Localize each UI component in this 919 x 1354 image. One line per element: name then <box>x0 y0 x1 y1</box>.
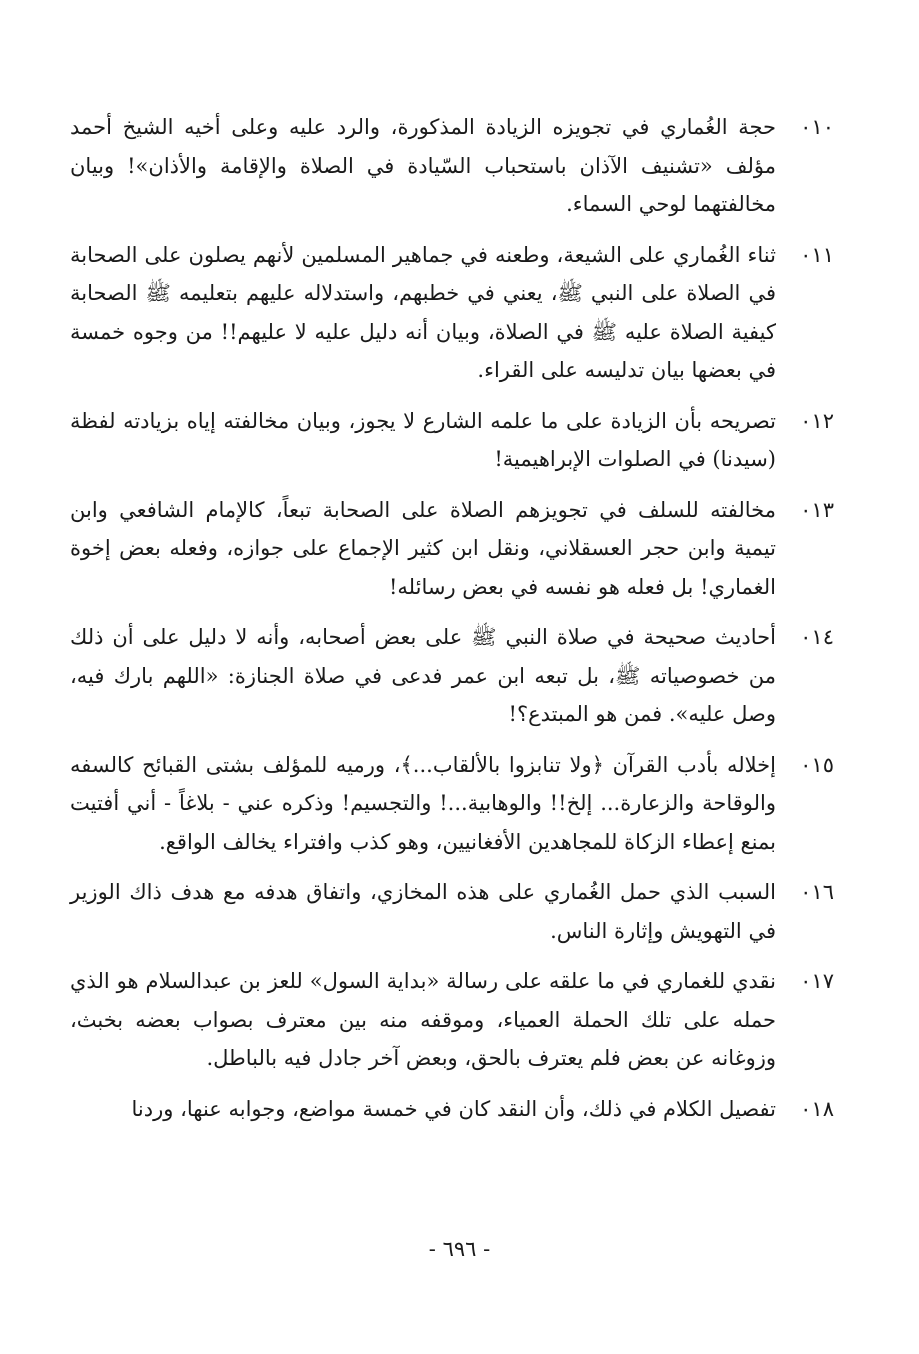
list-item <box>70 491 834 607</box>
list-item <box>70 962 834 1078</box>
list-item <box>70 746 834 862</box>
item-text: ثناء الغُماري على الشيعة، وطعنه في جماهير المسلمين لأنهم يصلون على الصحابة في الصلاة على النبي ﷺ، يعني في خطبهم، واستدلاله عليهم بتعليمه ﷺ الصحابة كيفية الصلاة عليه ﷺ في الصلاة، وبيان أنه دليل عليه لا عليهم!! من وجوه خمسة في بعضها بيان تدليسه على القراء. <box>70 242 776 382</box>
list-item <box>70 108 834 224</box>
item-text: حجة الغُماري في تجويزه الزيادة المذكورة، والرد عليه وعلى أخيه الشيخ أحمد مؤلف «تشنيف الآذان باستحباب السّيادة في الصلاة والإقامة والأذان»! وبيان مخالفتهما لوحي السماء. <box>70 115 776 216</box>
item-number: ٠١٠ <box>800 115 834 139</box>
list-item <box>70 236 834 390</box>
item-number: ٠١٥ <box>800 752 834 777</box>
item-text: تفصيل الكلام في ذلك، وأن النقد كان في خمسة مواضع، وجوابه عنها، وردنا <box>131 1096 776 1121</box>
list-item <box>70 402 834 479</box>
item-text: تصريحه بأن الزيادة على ما علمه الشارع لا يجوز، وبيان مخالفته إياه بزيادته لفظة (سيدنا) في الصلوات الإبراهيمية! <box>70 408 776 471</box>
item-number: ٠١٢ <box>800 408 834 433</box>
item-number: ٠١٦ <box>800 880 834 904</box>
numbered-list <box>70 108 834 1140</box>
item-number: ٠١٧ <box>800 969 834 993</box>
item-text: السبب الذي حمل الغُماري على هذه المخازي، واتفاق هدفه مع هدف ذاك الوزير في التهويش وإثارة الناس. <box>70 880 776 943</box>
item-number: ٠١٤ <box>800 625 834 649</box>
item-text: نقدي للغماري في ما علقه على رسالة «بداية السول» للعز بن عبدالسلام هو الذي حمله على تلك الحملة العمياء، وموقفه منه بين معترف بصواب بعضه بخبث، وزوغانه عن بعض فلم يعترف بالحق، وبعض آخر جادل فيه بالباطل. <box>70 969 776 1070</box>
list-item <box>70 873 834 950</box>
item-number: ٠١٣ <box>800 497 834 522</box>
item-text: إخلاله بأدب القرآن ﴿ولا تنابزوا بالألقاب...﴾، ورميه للمؤلف بشتى القبائح كالسفه والوقاحة والزعارة... إلخ!! والوهابية...! والتجسيم! وذكره عني - بلاغاً - أني أفتيت بمنع إعطاء الزكاة للمجاهدين الأفغانيين، وهو كذب وافتراء يخالف الواقع. <box>70 752 776 854</box>
list-item <box>70 618 834 734</box>
page-number: - ٦٩٦ - <box>428 1237 491 1261</box>
item-number: ٠١١ <box>800 242 834 267</box>
item-text: مخالفته للسلف في تجويزهم الصلاة على الصحابة تبعاً، كالإمام الشافعي وابن تيمية وابن حجر العسقلاني، ونقل ابن كثير الإجماع على جوازه، وفعله بعض إخوة الغماري! بل فعله هو نفسه في بعض رسائله! <box>70 497 776 599</box>
item-number: ٠١٨ <box>800 1096 834 1121</box>
list-item <box>70 1090 834 1129</box>
item-text: أحاديث صحيحة في صلاة النبي ﷺ على بعض أصحابه، وأنه لا دليل على أن ذلك من خصوصياته ﷺ، بل تبعه ابن عمر فدعى في صلاة الجنازة: «اللهم بارك فيه، وصل عليه». فمن هو المبتدع؟! <box>70 625 776 726</box>
